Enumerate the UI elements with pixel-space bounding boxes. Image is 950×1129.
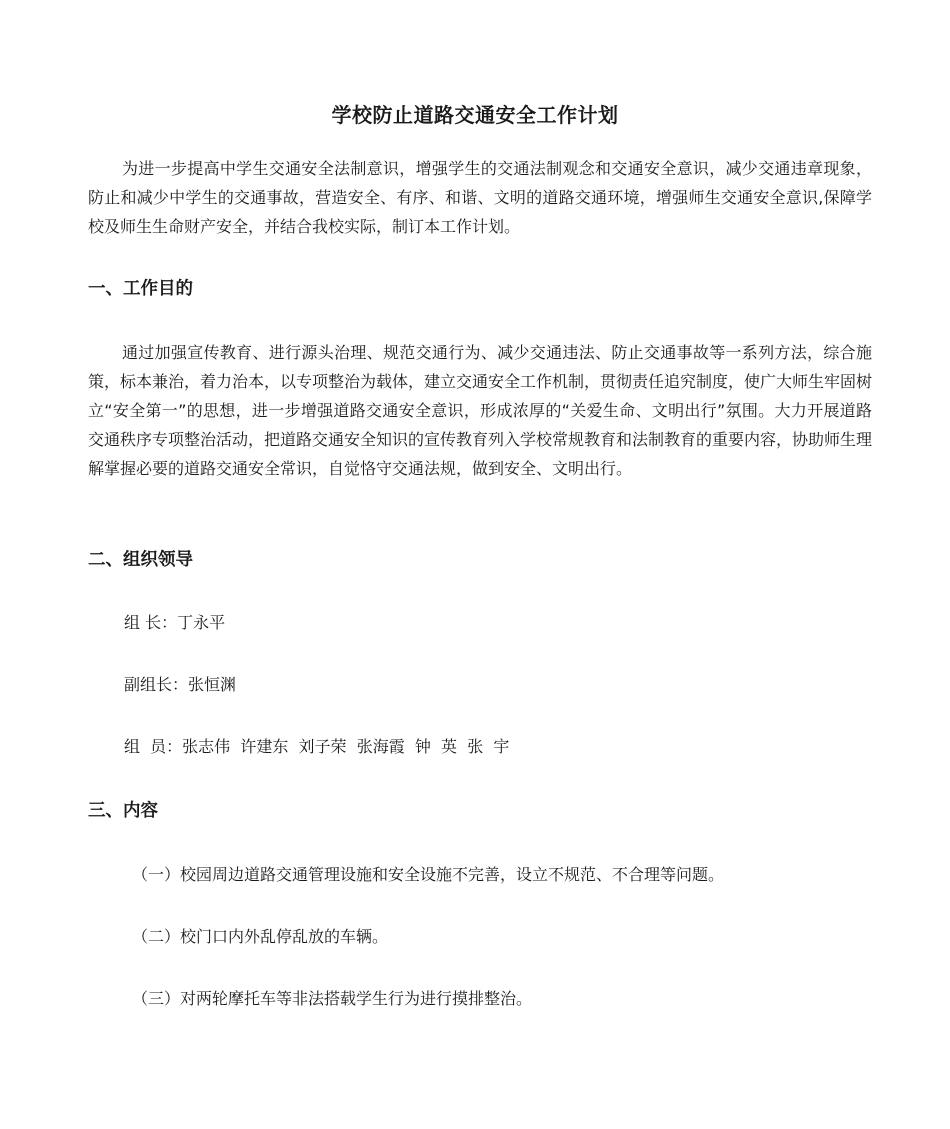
document-title: 学校防止道路交通安全工作计划 bbox=[331, 103, 619, 128]
section-heading-purpose: 一、工作目的 bbox=[88, 279, 193, 299]
content-item-1: （一）校园周边道路交通管理设施和安全设施不完善，设立不规范、不合理等问题。 bbox=[132, 865, 725, 884]
section-heading-organization: 二、组织领导 bbox=[88, 550, 193, 570]
members-line: 组 员：张志伟 许建东 刘子荣 张海霞 钟 英 张 宇 bbox=[124, 737, 510, 756]
vice-leader-line: 副组长：张恒渊 bbox=[124, 675, 237, 694]
content-item-2: （二）校门口内外乱停乱放的车辆。 bbox=[132, 927, 389, 946]
content-item-3: （三）对两轮摩托车等非法搭载学生行为进行摸排整治。 bbox=[132, 989, 533, 1008]
team-leader-line: 组 长：丁永平 bbox=[124, 613, 226, 632]
purpose-paragraph: 通过加强宣传教育、进行源头治理、规范交通行为、减少交通违法、防止交通事故等一系列方法，综合施策，标本兼治，着力治本，以专项整治为载体，建立交通安全工作机制，贯彻责任追究制度，使广大师生牢固树立“安全第一”的思想，进一步增强道路交通安全意识，形成浓厚的“关爱生命、文明出行”氛围。大力开展道路交通秩序专项整治活动，把道路交通安全知识的宣传教育列入学校常规教育和法制教育的重要内容，协助师生理解掌握必要的道路交通安全常识，自觉恪守交通法规，做到安全、文明出行。 bbox=[88, 343, 873, 478]
intro-paragraph: 为进一步提高中学生交通安全法制意识，增强学生的交通法制观念和交通安全意识，减少交通违章现象，防止和减少中学生的交通事故，营造安全、有序、和谐、文明的道路交通环境，增强师生交通安全意识,保障学校及师生生命财产安全，并结合我校实际，制订本工作计划。 bbox=[88, 159, 872, 236]
section-heading-content: 三、内容 bbox=[88, 801, 158, 821]
